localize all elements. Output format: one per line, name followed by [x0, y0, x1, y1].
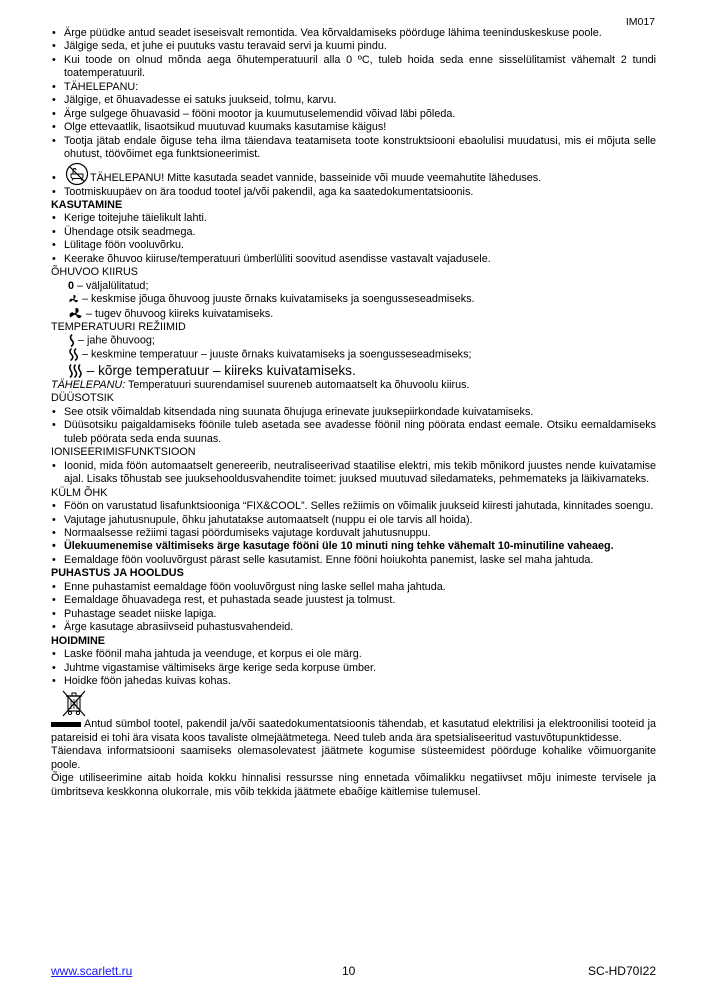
list-item: • Ärge sulgege õhuavasid – fööni mootor ja kuumutuselemendid võivad läbi põleda. — [51, 108, 656, 121]
temp-medium-line — [51, 348, 656, 362]
list-item: • Laske föönil maha jahtuda ja veenduge, et korpus ei ole märg. — [51, 648, 656, 661]
list-item: • Juhtme vigastamise vältimiseks ärge kerige seda korpuse ümber. — [51, 662, 656, 675]
fan-large-icon — [68, 307, 83, 321]
bullet: • — [52, 172, 56, 185]
cleaning-list — [51, 581, 656, 635]
wave-two-icon — [68, 348, 79, 361]
list-item: • Keerake õhuvoo kiiruse/temperatuuri ümberlüliti soovitud asendisse vastavalt vajadusele. — [51, 253, 656, 266]
list-item: • Normaalsesse režiimi tagasi pöördumiseks vajutage korduvalt jahutusnuppu. — [51, 527, 656, 540]
model-number: SC-HD70I22 — [587, 964, 656, 978]
airflow-off-line — [51, 280, 656, 293]
list-item: • Lülitage föön vooluvõrku. — [51, 239, 656, 252]
section-heading-storage: HOIDMINE — [51, 634, 105, 647]
list-item: • Jälgige, et õhuavadesse ei satuks juukseid, tolmu, karvu. — [51, 94, 656, 107]
bath-warning-row — [51, 162, 656, 186]
document-code: IM017 — [625, 16, 655, 28]
ionization-list — [51, 460, 656, 487]
list-item: • Eemaldage õhuavadega rest, et puhastada seade juustest ja tolmust. — [51, 594, 656, 607]
list-item: • Kerige toitejuhe täielikult lahti. — [51, 212, 656, 225]
airflow-strong-text: – tugev õhuvoog kiireks kuivatamiseks. — [83, 307, 274, 320]
crossed-bin-icon — [61, 690, 87, 718]
list-item: • TÄHELEPANU: — [51, 81, 656, 94]
list-item: • Enne puhastamist eemaldage föön vooluvõrgust ning laske sellel maha jahtuda. — [51, 581, 656, 594]
note-text: Temperatuuri suurendamisel suureneb automaatselt ka õhuvoolu kiirus. — [125, 379, 470, 391]
note-lead: TÄHELEPANU: — [51, 379, 126, 391]
temp-high-text: – kõrge temperatuur – kiireks kuivatamiseks. — [83, 363, 356, 378]
section-heading-usage: KASUTAMINE — [51, 198, 123, 211]
temperature-note — [51, 379, 656, 392]
list-item: • Jälgige seda, et juhe ei puutuks vastu teravaid servi ja kuumi pindu. — [51, 40, 656, 53]
list-item-warning: • Ülekuumenemise vältimiseks ärge kasutage fööni üle 10 minuti ning tehke vähemalt 10-minutiline vaheaeg. — [51, 540, 656, 553]
list-item: • Puhastage seadet niiske lapiga. — [51, 608, 656, 621]
section-heading-airflow: ÕHUVOO KIIRUS — [51, 266, 138, 279]
temp-cold-line — [51, 334, 656, 348]
list-item: • Ioonid, mida föön automaatselt genereerib, neutraliseerivad staatilise elektri, mis tekib mõnikord juustes nende kuivatamise ajal. Lisaks tõhustab see juuksehooldusvahendite toimet: juuksed muutuvad siledamateks, pehmemateks ja läikivamateks. — [51, 460, 656, 487]
section-heading-temperature: TEMPERATUURI REŽIIMID — [51, 320, 186, 333]
recycling-section — [51, 690, 656, 799]
list-item: • Olge ettevaatlik, lisaotsikud muutuvad kuumaks kasutamise käigus! — [51, 121, 656, 134]
temp-cold-text: – jahe õhuvoog; — [75, 334, 155, 347]
bath-warning-text: TÄHELEPANU! Mitte kasutada seadet vannide, basseinide või muude veemahutite läheduses. — [90, 172, 542, 185]
list-item: • Eemaldage föön vooluvõrgust pärast selle kasutamist. Enne fööni hoiukohta panemist, laske sel maha jahtuda. — [51, 554, 656, 567]
no-bathtub-icon — [65, 162, 89, 186]
recycling-paragraph-1: Antud sümbol tootel, pakendil ja/või saatedokumentatsioonis tähendab, et kasutatud elektrilisi ja elektroonilisi tooteid ja patareisid ei tohi ära visata koos tavaliste olmejäätmetega. Need tuleb anda ära spetsialiseeritud vastuvõtupunktidesse. — [51, 718, 656, 744]
list-item: • Ärge püüdke antud seadet iseseisvalt remontida. Vea kõrvaldamiseks pöörduge lähima teeninduskeskuse poole. — [51, 27, 656, 40]
airflow-medium-text: – keskmise jõuga õhuvoog juuste õrnaks kuivatamiseks ja soengusseseadmiseks. — [79, 293, 475, 306]
section-heading-ionization: IONISEERIMISFUNKTSIOON — [51, 446, 196, 459]
intro-list — [51, 27, 656, 162]
airflow-medium-line — [51, 293, 656, 306]
list-item: • Kui toode on olnud mõnda aega õhutemperatuuril alla 0 ºC, tuleb hoida seda enne sisselülitamist vähemalt 2 tundi toatemperatuuril. — [51, 54, 656, 81]
section-heading-nozzle: DÜÜSOTSIK — [51, 392, 114, 405]
date-note-list — [51, 186, 656, 199]
temp-high-line — [51, 362, 656, 379]
storage-list — [51, 648, 656, 688]
list-item: • Vajutage jahutusnupule, õhku jahutatakse automaatselt (nuppu ei ole tarvis all hoida). — [51, 514, 656, 527]
airflow-strong-line — [51, 307, 656, 321]
nozzle-list — [51, 406, 656, 446]
list-item: • Ühendage otsik seadmega. — [51, 226, 656, 239]
list-item: • Föön on varustatud lisafunktsiooniga “FIX&COOL”. Selles režiimis on võimalik juukseid kiiresti jahutada, kinnitades soengu. — [51, 500, 656, 513]
section-heading-cold-air: KÜLM ÕHK — [51, 486, 108, 499]
temp-medium-text: – keskmine temperatuur – juuste õrnaks kuivatamiseks ja soengusseseadmiseks; — [79, 348, 472, 361]
airflow-off-text: – väljalülitatud; — [74, 279, 149, 292]
usage-list — [51, 212, 656, 266]
cold-air-list — [51, 500, 656, 567]
fan-small-icon — [68, 294, 79, 305]
list-item: • Ärge kasutage abrasiivseid puhastusvahendeid. — [51, 621, 656, 634]
weee-bar-icon — [51, 722, 81, 727]
recycling-paragraph-2: Täiendava informatsiooni saamiseks olemasolevatest jäätmete kogumise süsteemidest pöörduge kohalike võimuorganite poole. — [51, 745, 656, 771]
footer-website-link[interactable]: www.scarlett.ru — [51, 964, 133, 978]
wave-one-icon — [68, 334, 75, 347]
list-item: • Tootja jätab endale õiguse teha ilma täiendava teatamiseta toote konstruktsiooni ebaolulisi muudatusi, mis ei mõjuta selle ohutust, töövõimet ega funktsioneerimist. — [51, 135, 656, 162]
list-item: • See otsik võimaldab kitsendada ning suunata õhujuga erinevate juuksepiirkondade kuivatamiseks. — [51, 406, 656, 419]
list-item: • Tootmiskuupäev on ära toodud tootel ja/või pakendil, aga ka saatedokumentatsioonis. — [51, 186, 656, 199]
wave-three-icon — [68, 364, 83, 378]
list-item: • Düüsotsiku paigaldamiseks föönile tuleb asetada see avadesse föönil ning pöörata endast eemale. Otsiku eemaldamiseks tuleb pöörata seda enda suunas. — [51, 419, 656, 446]
section-heading-cleaning: PUHASTUS JA HOOLDUS — [51, 567, 184, 580]
off-symbol: 0 — [68, 279, 75, 292]
list-item: • Hoidke föön jahedas kuivas kohas. — [51, 675, 656, 688]
recycling-paragraph-3: Õige utiliseerimine aitab hoida kokku hinnalisi ressursse ning ennetada võimalikku negatiivset mõju inimeste tervisele ja ümbritseva keskkonna olukorrale, mis võib tekkida jäätmete ebaõige käitlemise tulemusel. — [51, 772, 656, 798]
manual-content — [51, 27, 656, 799]
page-number: 10 — [342, 964, 356, 978]
